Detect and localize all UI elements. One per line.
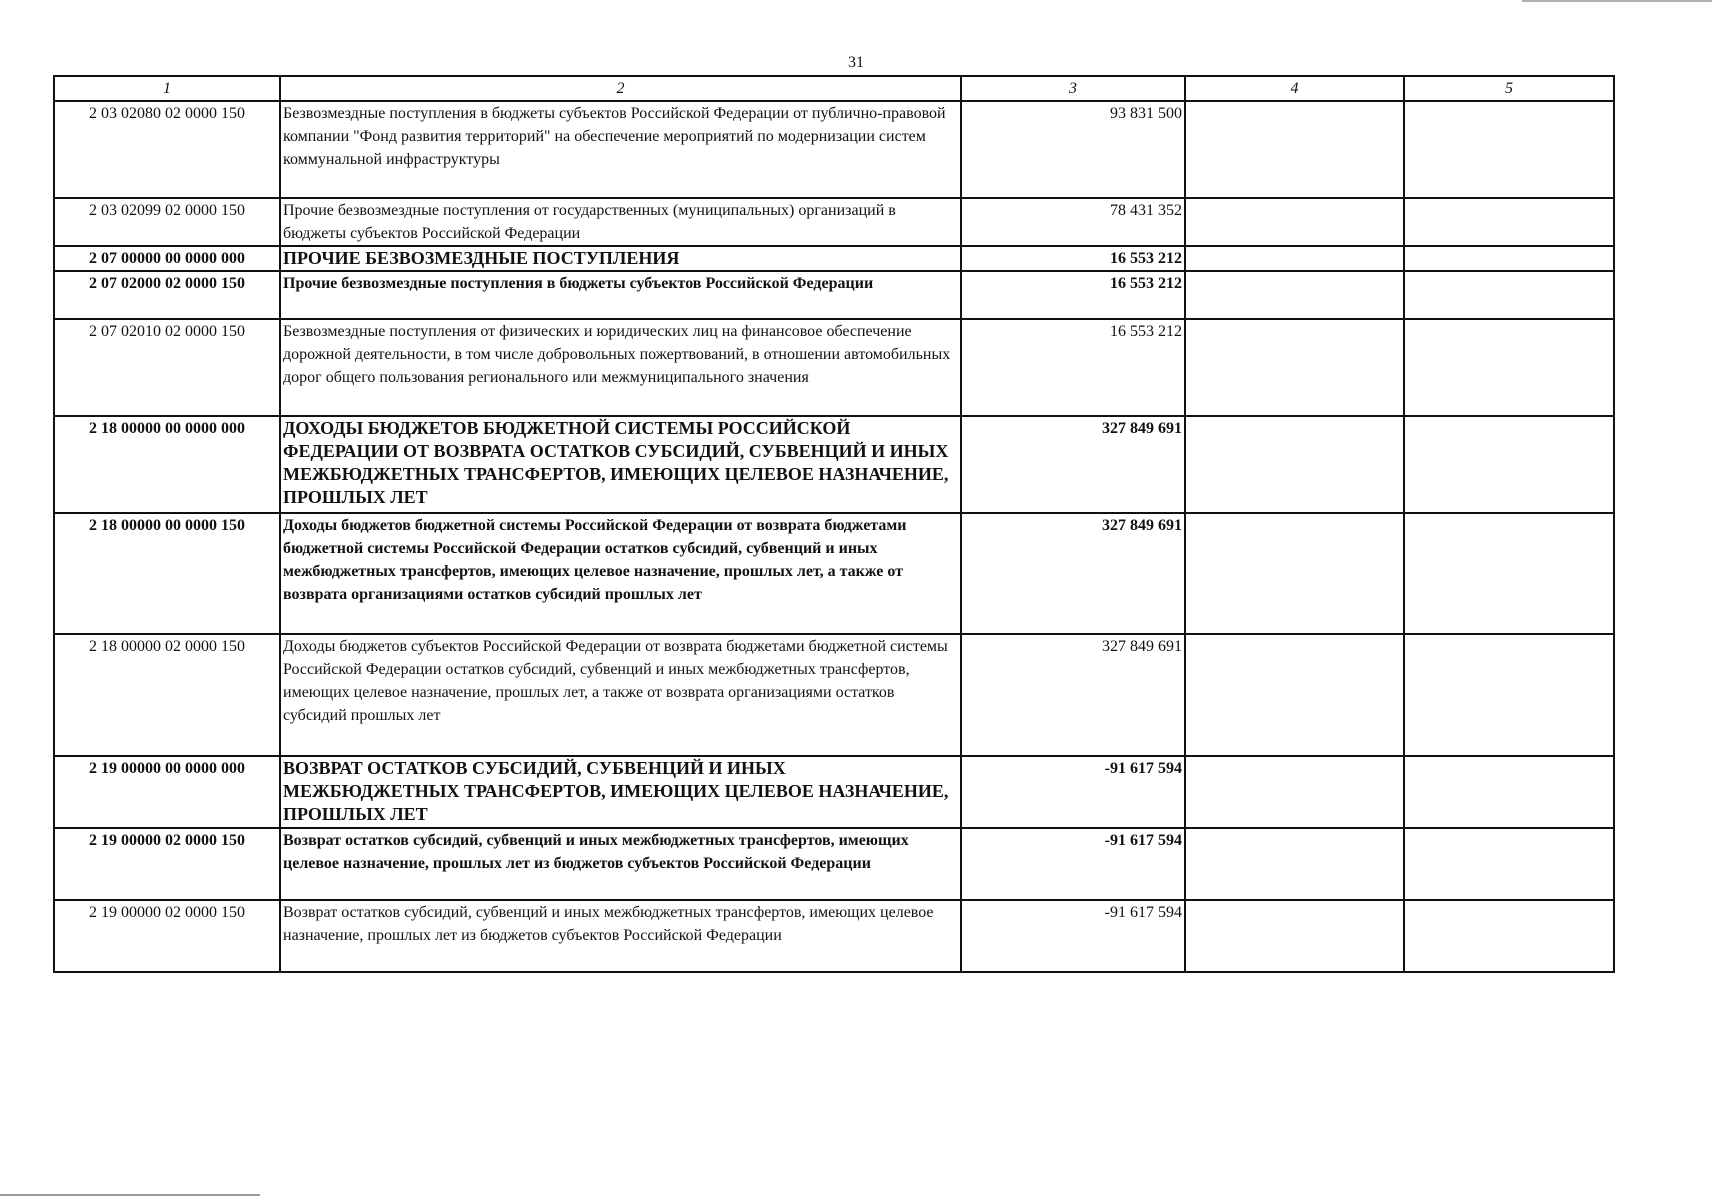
row-description: Безвозмездные поступления от физических и юридических лиц на финансовое обеспечение дорожной деятельности, в том числе добровольных пожертвований, в отношении автомобильных дорог общего пользования регионального или межмуниципального значения: [280, 319, 961, 416]
row-col4: [1185, 828, 1404, 900]
row-col4: [1185, 246, 1404, 271]
column-header-4: 4: [1185, 76, 1404, 101]
row-col4: [1185, 513, 1404, 634]
row-col5: [1404, 271, 1614, 319]
row-code: 2 03 02099 02 0000 150: [54, 198, 280, 246]
row-amount: 93 831 500: [961, 101, 1185, 198]
row-code: 2 18 00000 00 0000 150: [54, 513, 280, 634]
row-description: Безвозмездные поступления в бюджеты субъектов Российской Федерации от публично-правовой компании "Фонд развития территорий" на обеспечение мероприятий по модернизации систем коммунальной инфраструктуры: [280, 101, 961, 198]
row-col4: [1185, 634, 1404, 756]
table-row: [54, 271, 1614, 319]
row-col4: [1185, 101, 1404, 198]
row-col4: [1185, 416, 1404, 513]
row-amount: 16 553 212: [961, 271, 1185, 319]
row-code: 2 19 00000 02 0000 150: [54, 828, 280, 900]
row-code: 2 07 02000 02 0000 150: [54, 271, 280, 319]
table-row: [54, 101, 1614, 198]
page-number: 31: [848, 54, 864, 71]
row-col5: [1404, 513, 1614, 634]
row-col5: [1404, 900, 1614, 972]
table-row: [54, 416, 1614, 513]
row-col5: [1404, 634, 1614, 756]
table-row: [54, 319, 1614, 416]
scan-edge-mark-top: [1522, 0, 1712, 2]
row-description: Возврат остатков субсидий, субвенций и иных межбюджетных трансфертов, имеющих целевое назначение, прошлых лет из бюджетов субъектов Российской Федерации: [280, 900, 961, 972]
row-col4: [1185, 756, 1404, 828]
row-description: Доходы бюджетов бюджетной системы Российской Федерации от возврата бюджетами бюджетной системы Российской Федерации остатков субсидий, субвенций и иных межбюджетных трансфертов, имеющих целевое назначение, прошлых лет, а также от возврата организациями остатков субсидий прошлых лет: [280, 513, 961, 634]
row-code: 2 18 00000 02 0000 150: [54, 634, 280, 756]
row-amount: 16 553 212: [961, 319, 1185, 416]
row-description: Прочие безвозмездные поступления в бюджеты субъектов Российской Федерации: [280, 271, 961, 319]
row-col5: [1404, 101, 1614, 198]
column-header-1: 1: [54, 76, 280, 101]
row-col5: [1404, 756, 1614, 828]
table-row: [54, 634, 1614, 756]
row-amount: 327 849 691: [961, 634, 1185, 756]
row-description: ПРОЧИЕ БЕЗВОЗМЕЗДНЫЕ ПОСТУПЛЕНИЯ: [280, 246, 961, 271]
table-header-row: [54, 76, 1614, 101]
row-amount: -91 617 594: [961, 900, 1185, 972]
row-col4: [1185, 271, 1404, 319]
table-row: [54, 828, 1614, 900]
row-description: ДОХОДЫ БЮДЖЕТОВ БЮДЖЕТНОЙ СИСТЕМЫ РОССИЙСКОЙ ФЕДЕРАЦИИ ОТ ВОЗВРАТА ОСТАТКОВ СУБСИДИЙ, СУБВЕНЦИЙ И ИНЫХ МЕЖБЮДЖЕТНЫХ ТРАНСФЕРТОВ, ИМЕЮЩИХ ЦЕЛЕВОЕ НАЗНАЧЕНИЕ, ПРОШЛЫХ ЛЕТ: [280, 416, 961, 513]
row-amount: -91 617 594: [961, 828, 1185, 900]
row-amount: 327 849 691: [961, 513, 1185, 634]
row-description: Доходы бюджетов субъектов Российской Федерации от возврата бюджетами бюджетной системы Российской Федерации остатков субсидий, субвенций и иных межбюджетных трансфертов, имеющих целевое назначение, прошлых лет, а также от возврата организациями остатков субсидий прошлых лет: [280, 634, 961, 756]
row-code: 2 07 00000 00 0000 000: [54, 246, 280, 271]
row-col4: [1185, 319, 1404, 416]
row-col5: [1404, 416, 1614, 513]
row-amount: 16 553 212: [961, 246, 1185, 271]
column-header-2: 2: [280, 76, 961, 101]
row-col4: [1185, 900, 1404, 972]
row-code: 2 19 00000 02 0000 150: [54, 900, 280, 972]
column-header-5: 5: [1404, 76, 1614, 101]
table-row: [54, 246, 1614, 271]
row-col4: [1185, 198, 1404, 246]
table-row: [54, 513, 1614, 634]
row-amount: 327 849 691: [961, 416, 1185, 513]
table-row: [54, 756, 1614, 828]
table-row: [54, 198, 1614, 246]
row-description: Возврат остатков субсидий, субвенций и иных межбюджетных трансфертов, имеющих целевое назначение, прошлых лет из бюджетов субъектов Российской Федерации: [280, 828, 961, 900]
scan-edge-mark-bottom: [0, 1194, 260, 1196]
row-code: 2 18 00000 00 0000 000: [54, 416, 280, 513]
row-description: Прочие безвозмездные поступления от государственных (муниципальных) организаций в бюджеты субъектов Российской Федерации: [280, 198, 961, 246]
table-row: [54, 900, 1614, 972]
row-col5: [1404, 246, 1614, 271]
row-code: 2 19 00000 00 0000 000: [54, 756, 280, 828]
row-code: 2 03 02080 02 0000 150: [54, 101, 280, 198]
row-col5: [1404, 198, 1614, 246]
row-description: ВОЗВРАТ ОСТАТКОВ СУБСИДИЙ, СУБВЕНЦИЙ И ИНЫХ МЕЖБЮДЖЕТНЫХ ТРАНСФЕРТОВ, ИМЕЮЩИХ ЦЕЛЕВОЕ НАЗНАЧЕНИЕ, ПРОШЛЫХ ЛЕТ: [280, 756, 961, 828]
row-amount: -91 617 594: [961, 756, 1185, 828]
row-amount: 78 431 352: [961, 198, 1185, 246]
row-col5: [1404, 319, 1614, 416]
row-col5: [1404, 828, 1614, 900]
row-code: 2 07 02010 02 0000 150: [54, 319, 280, 416]
budget-revenue-table: [53, 75, 1615, 973]
column-header-3: 3: [961, 76, 1185, 101]
